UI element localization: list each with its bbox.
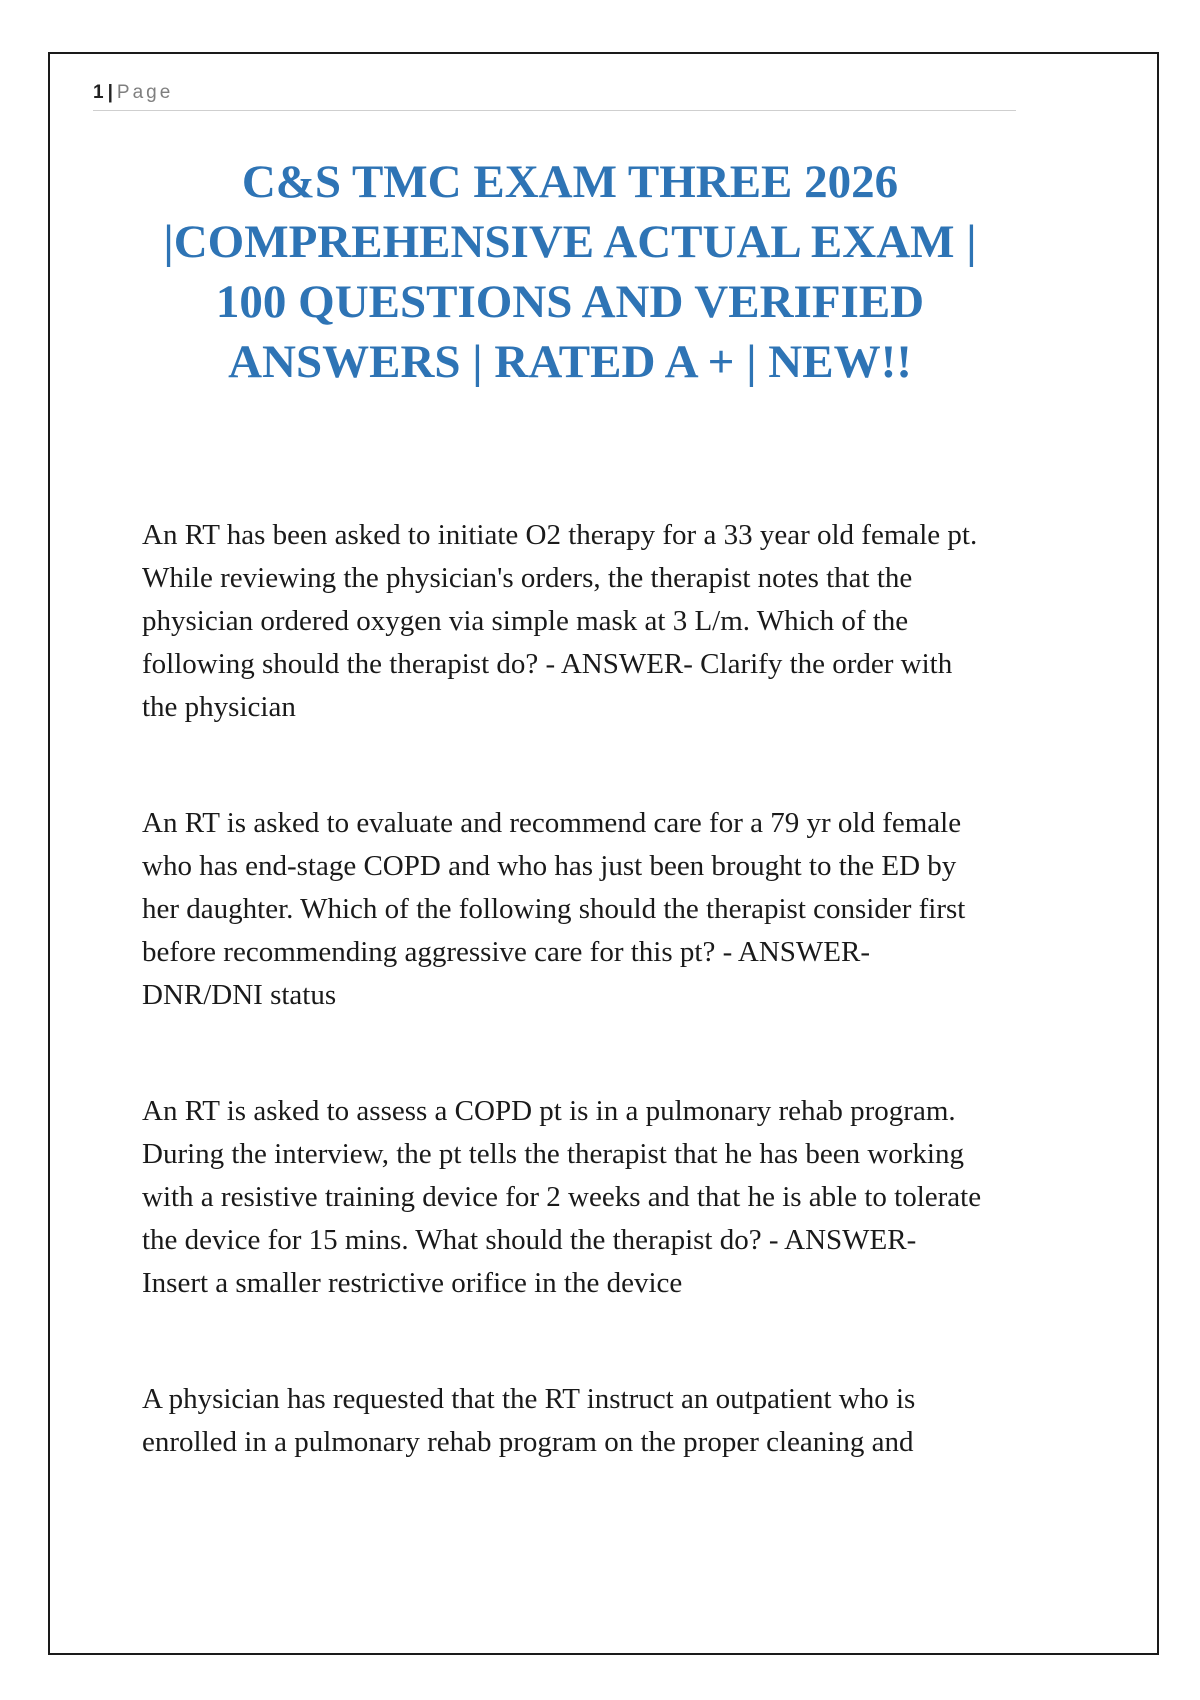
question-answer-3 xyxy=(142,1090,1072,1305)
text-line: A physician has requested that the RT instruct an outpatient who is xyxy=(142,1383,916,1415)
document-title xyxy=(110,152,1030,392)
title-line: |COMPREHENSIVE ACTUAL EXAM | xyxy=(163,216,977,268)
text-line: who has end-stage COPD and who has just been brought to the ED by xyxy=(142,850,957,882)
text-line: During the interview, the pt tells the therapist that he has been working xyxy=(142,1138,964,1170)
question-list xyxy=(142,514,1072,1537)
question-answer-2 xyxy=(142,802,1072,1017)
title-line: ANSWERS | RATED A + | NEW!! xyxy=(228,336,912,388)
text-line: While reviewing the physician's orders, the therapist notes that the xyxy=(142,562,913,594)
page-header xyxy=(93,80,1016,111)
text-line: Insert a smaller restrictive orifice in the device xyxy=(142,1267,683,1299)
text-line: following should the therapist do? - ANSWER- Clarify the order with xyxy=(142,648,953,680)
text-line: the device for 15 mins. What should the therapist do? - ANSWER- xyxy=(142,1224,917,1256)
text-line: An RT is asked to assess a COPD pt is in a pulmonary rehab program. xyxy=(142,1095,956,1127)
page-separator: | xyxy=(107,82,113,103)
title-line: 100 QUESTIONS AND VERIFIED xyxy=(215,276,925,328)
text-line: the physician xyxy=(142,691,296,723)
text-line: An RT has been asked to initiate O2 therapy for a 33 year old female pt. xyxy=(142,519,978,551)
question-answer-1 xyxy=(142,514,1072,729)
text-line: physician ordered oxygen via simple mask at 3 L/m. Which of the xyxy=(142,605,909,637)
title-line: C&S TMC EXAM THREE 2026 xyxy=(241,156,899,208)
text-line: DNR/DNI status xyxy=(142,979,337,1011)
text-line: with a resistive training device for 2 weeks and that he is able to tolerate xyxy=(142,1181,982,1213)
page-number: 1 xyxy=(93,82,104,103)
question-answer-4 xyxy=(142,1378,1072,1464)
text-line: enrolled in a pulmonary rehab program on the proper cleaning and xyxy=(142,1426,914,1458)
page-label: Page xyxy=(116,82,174,103)
text-line: An RT is asked to evaluate and recommend care for a 79 yr old female xyxy=(142,807,962,839)
text-line: her daughter. Which of the following should the therapist consider first xyxy=(142,893,966,925)
text-line: before recommending aggressive care for this pt? - ANSWER- xyxy=(142,936,870,968)
